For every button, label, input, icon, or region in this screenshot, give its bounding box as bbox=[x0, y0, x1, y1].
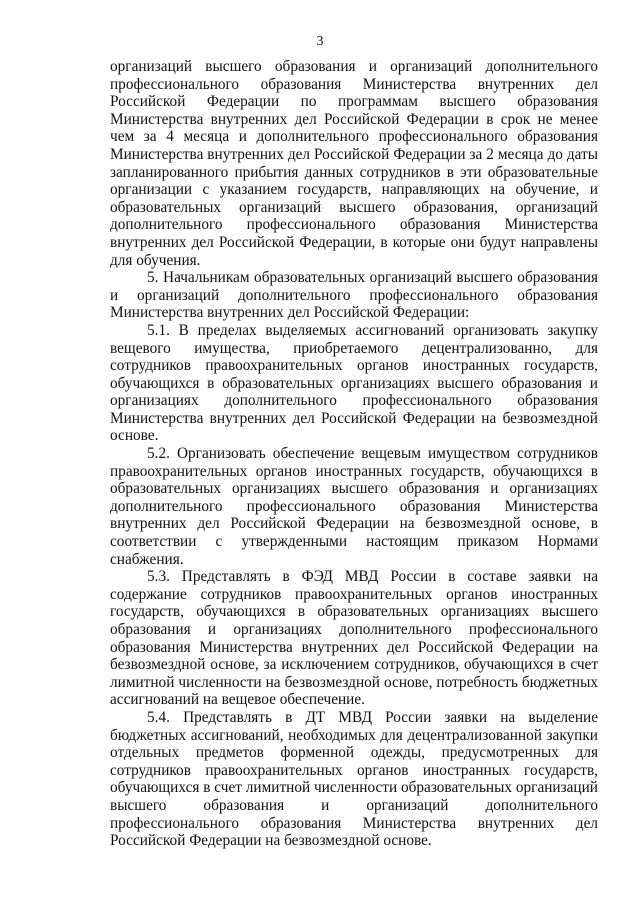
paragraph-item-5-2: 5.2. Организовать обеспечение вещевым имуществом сотрудников правоохранительных органов иностранных государств, обучающихся в образовательных организациях высшего образования и организациях дополнительного профессионального образования Министерства внутренних дел Российской Федерации на безвозмездной основе, в соответствии с утвержденными настоящим приказом Нормами снабжения. bbox=[110, 445, 598, 568]
paragraph-continuation: организаций высшего образования и организаций дополнительного профессионального образования Министерства внутренних дел Российской Федерации по программам высшего образования Министерства внутренних дел Российской Федерации в срок не менее чем за 4 месяца и дополнительного профессионального образования Министерства внутренних дел Российской Федерации за 2 месяца до даты запланированного прибытия данных сотрудников в эти образовательные организации с указанием государств, направляющих на обучение, и образовательных организаций высшего образования, организаций дополнительного профессионального образования Министерства внутренних дел Российской Федерации, в которые они будут направлены для обучения. bbox=[110, 58, 598, 269]
paragraph-item-5-1: 5.1. В пределах выделяемых ассигнований организовать закупку вещевого имущества, приобретаемого децентрализованно, для сотрудников правоохранительных органов иностранных государств, обучающихся в образовательных организациях высшего образования и организациях дополнительного профессионального образования Министерства внутренних дел Российской Федерации на безвозмездной основе. bbox=[110, 321, 598, 445]
paragraph-item-5-3: 5.3. Представлять в ФЭД МВД России в составе заявки на содержание сотрудников правоохранительных органов иностранных государств, обучающихся в образовательных организациях высшего образования и организациях дополнительного профессионального образования Министерства внутренних дел Российской Федерации на безвозмездной основе, за исключением сотрудников, обучающихся в счет лимитной численности на безвозмездной основе, потребность бюджетных ассигнований на вещевое обеспечение. bbox=[110, 568, 598, 709]
document-body bbox=[110, 58, 598, 850]
paragraph-item-5: 5. Начальникам образовательных организаций высшего образования и организаций дополнительного профессионального образования Министерства внутренних дел Российской Федерации: bbox=[110, 269, 598, 322]
page-number: 3 bbox=[316, 34, 324, 49]
paragraph-item-5-4: 5.4. Представлять в ДТ МВД России заявки на выделение бюджетных ассигнований, необходимых для децентрализованной закупки отдельных предметов форменной одежды, предусмотренных для сотрудников правоохранительных органов иностранных государств, обучающихся в счет лимитной численности образовательных организаций высшего образования и организаций дополнительного профессионального образования Министерства внутренних дел Российской Федерации на безвозмездной основе. bbox=[110, 708, 598, 850]
